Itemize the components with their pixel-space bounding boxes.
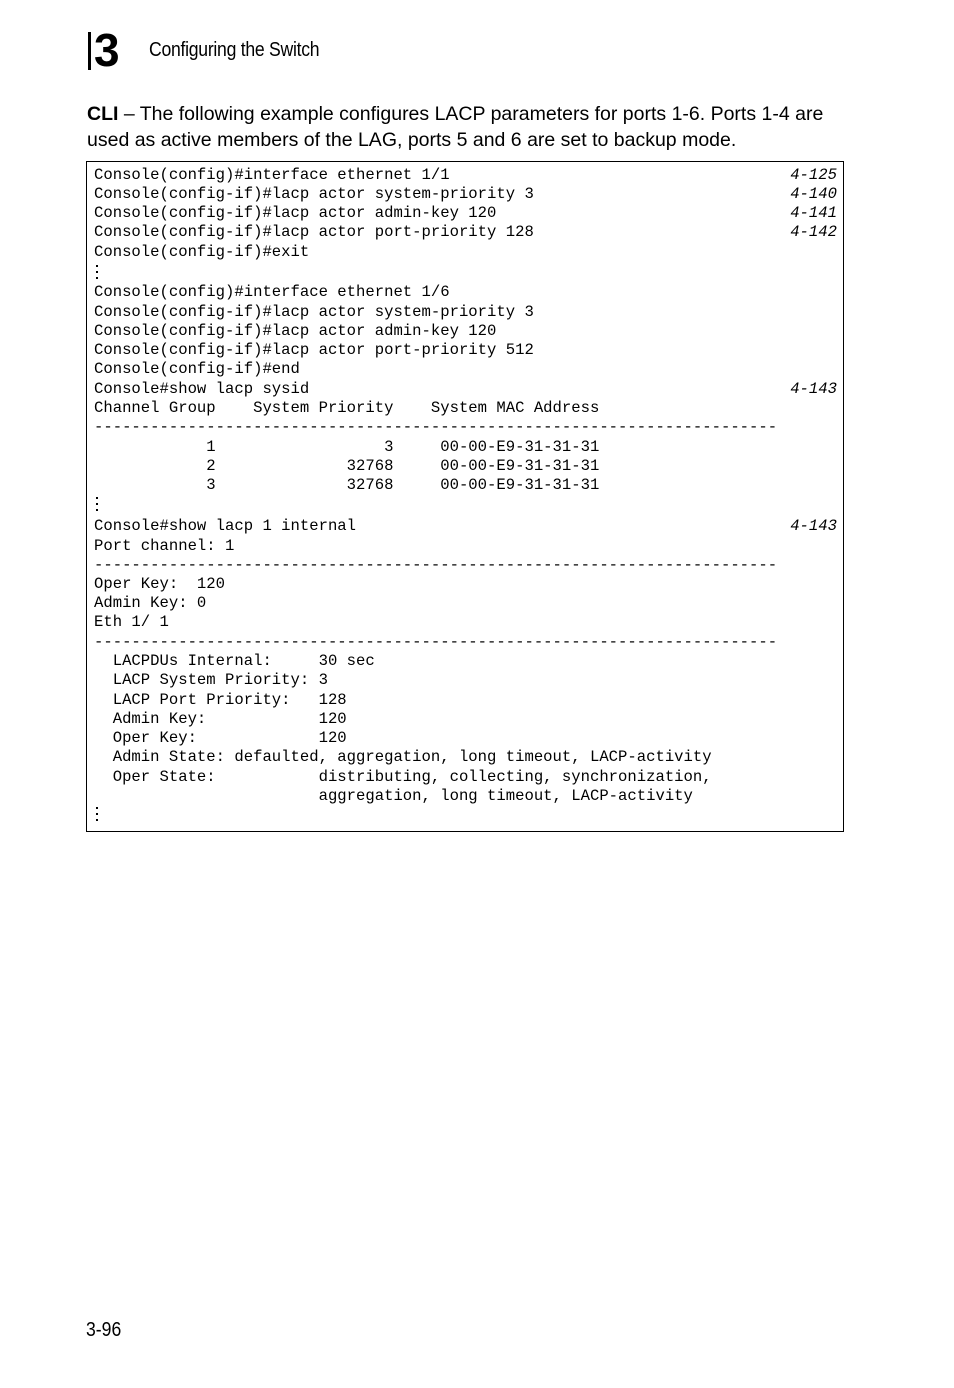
code-line: Port channel: 1 xyxy=(94,537,235,555)
code-line: Console(config-if)#lacp actor system-priority 3 xyxy=(94,303,534,321)
code-line: Channel Group System Priority System MAC Address xyxy=(94,399,600,417)
chapter-number-badge xyxy=(88,24,128,76)
intro-paragraph xyxy=(87,101,867,153)
code-line: Console(config-if)#exit xyxy=(94,243,310,261)
chapter-title: Configuring the Switch xyxy=(149,39,320,61)
code-line: aggregation, long timeout, LACP-activity xyxy=(94,787,693,805)
code-separator: ------------------------------------------------------------------------- xyxy=(94,418,778,436)
code-line: 3 32768 00-00-E9-31-31-31 xyxy=(94,476,600,494)
code-line: 1 3 00-00-E9-31-31-31 xyxy=(94,438,600,456)
intro-label: CLI xyxy=(87,103,119,125)
code-ref: 4-142 xyxy=(790,223,837,241)
code-separator: ------------------------------------------------------------------------- xyxy=(94,556,778,574)
code-ref: 4-141 xyxy=(790,204,837,222)
code-line: Admin State: defaulted, aggregation, long timeout, LACP-activity xyxy=(94,748,712,766)
code-line: Admin Key: 120 xyxy=(94,710,347,728)
code-example-box xyxy=(86,161,844,832)
code-line: Console(config-if)#lacp actor port-priority 512 xyxy=(94,341,534,359)
code-line: Oper Key: 120 xyxy=(94,575,226,593)
ellipsis-vertical-icon xyxy=(96,497,102,515)
code-line: Console(config-if)#lacp actor admin-key 120 xyxy=(94,322,497,340)
ellipsis-vertical-icon xyxy=(96,807,102,825)
chapter-bar xyxy=(88,32,91,70)
code-line: Console#show lacp sysid 4-143 xyxy=(94,380,837,398)
chapter-number: 3 xyxy=(94,24,120,76)
code-line: 2 32768 00-00-E9-31-31-31 xyxy=(94,457,600,475)
code-line: LACP System Priority: 3 xyxy=(94,671,328,689)
code-line: Oper State: distributing, collecting, synchronization, xyxy=(94,768,712,786)
code-line: Oper Key: 120 xyxy=(94,729,347,747)
code-line: Console(config)#interface ethernet 1/1 4-125 xyxy=(94,166,837,184)
code-line: Console(config-if)#lacp actor admin-key 120 4-141 xyxy=(94,204,837,222)
code-ref: 4-143 xyxy=(790,380,837,398)
code-line: Console(config-if)#end xyxy=(94,360,300,378)
code-line: Console#show lacp 1 internal 4-143 xyxy=(94,517,837,535)
code-line: Console(config-if)#lacp actor system-priority 3 4-140 xyxy=(94,185,837,203)
intro-text: – The following example configures LACP parameters for ports 1-6. Ports 1-4 are used as active members of the LAG, ports 5 and 6 are set to backup mode. xyxy=(87,103,824,151)
code-line: Console(config-if)#lacp actor port-priority 128 4-142 xyxy=(94,223,837,241)
page-number: 3-96 xyxy=(86,1319,122,1341)
code-ref: 4-140 xyxy=(790,185,837,203)
code-line: LACP Port Priority: 128 xyxy=(94,691,347,709)
ellipsis-vertical-icon xyxy=(96,265,102,283)
code-line: LACPDUs Internal: 30 sec xyxy=(94,652,375,670)
code-line: Admin Key: 0 xyxy=(94,594,207,612)
code-separator: ------------------------------------------------------------------------- xyxy=(94,633,778,651)
code-ref: 4-125 xyxy=(790,166,837,184)
code-line: Eth 1/ 1 xyxy=(94,613,169,631)
code-ref: 4-143 xyxy=(790,517,837,535)
code-line: Console(config)#interface ethernet 1/6 xyxy=(94,283,450,301)
